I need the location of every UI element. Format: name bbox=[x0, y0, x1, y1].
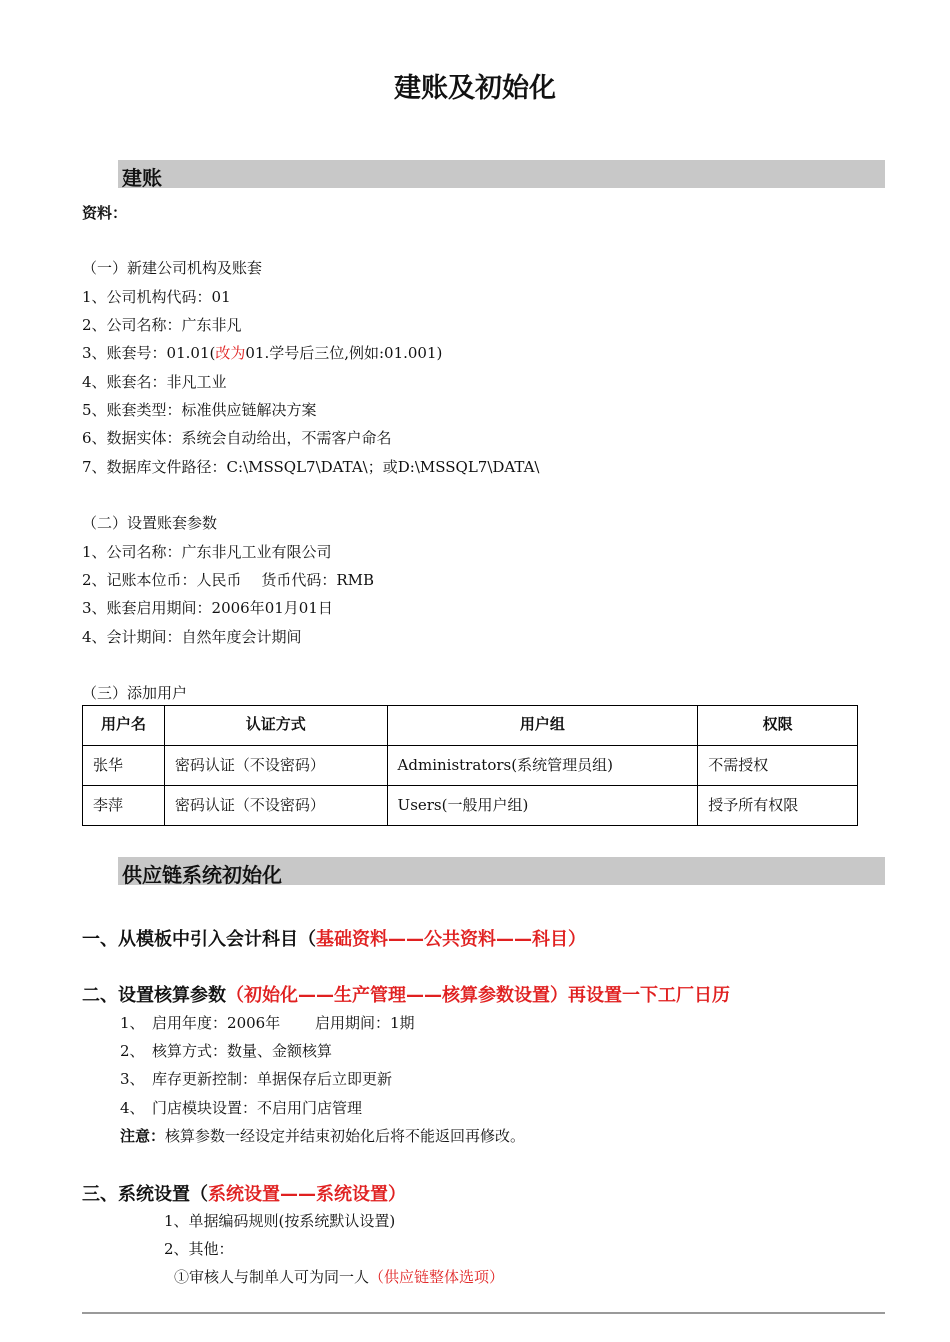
step-prefix: 二、设置核算参数 bbox=[82, 985, 226, 1006]
column-header: 用户组 bbox=[387, 706, 698, 746]
list-item: 1、单据编码规则(按系统默认设置) bbox=[164, 1212, 396, 1230]
list-item: 7、数据库文件路径：C:\MSSQL7\DATA\；或D:\MSSQL7\DATA\ bbox=[82, 458, 540, 476]
list-item: 2、记账本位币：人民币 货币代码：RMB bbox=[82, 571, 374, 589]
column-header: 用户名 bbox=[83, 706, 165, 746]
step-menu-path: 系统设置——系统设置） bbox=[208, 1184, 406, 1205]
item-suffix: 01.学号后三位,例如:01.001) bbox=[245, 344, 443, 362]
table-row bbox=[83, 746, 858, 786]
table-cell: 授予所有权限 bbox=[698, 786, 858, 826]
section-heading: 供应链系统初始化 bbox=[122, 863, 282, 887]
sub-item-text: ①审核人与制单人可为同一人 bbox=[174, 1268, 370, 1286]
data-label: 资料： bbox=[82, 204, 128, 222]
table-cell: 张华 bbox=[83, 746, 165, 786]
step-heading-2 bbox=[82, 981, 730, 1007]
sub-item bbox=[174, 1266, 504, 1287]
step-prefix: 三、系统设置（ bbox=[82, 1184, 208, 1205]
list-item: 1、 启用年度：2006年 启用期间：1期 bbox=[120, 1014, 415, 1032]
table-cell: Administrators(系统管理员组) bbox=[387, 746, 698, 786]
section-heading: 建账 bbox=[122, 166, 162, 190]
list-item: 5、账套类型：标准供应链解决方案 bbox=[82, 401, 317, 419]
table-row bbox=[83, 786, 858, 826]
section-band-setup bbox=[118, 160, 885, 188]
table-header-row bbox=[83, 706, 858, 746]
note-label: 注意： bbox=[120, 1127, 166, 1145]
section-band-supply-chain bbox=[118, 857, 885, 885]
list-item: 3、账套启用期间：2006年01月01日 bbox=[82, 599, 333, 617]
column-header: 权限 bbox=[698, 706, 858, 746]
step-prefix: 一、从模板中引入会计科目（ bbox=[82, 929, 316, 950]
table-cell: 密码认证（不设密码） bbox=[164, 786, 387, 826]
list-item: 6、数据实体：系统会自动给出，不需客户命名 bbox=[82, 429, 392, 447]
list-item: 2、其他： bbox=[164, 1240, 234, 1258]
item-red-note: 改为 bbox=[215, 344, 246, 362]
list-item: 2、 核算方式：数量、金额核算 bbox=[120, 1042, 333, 1060]
users-table bbox=[82, 705, 858, 826]
list-item: 2、公司名称：广东非凡 bbox=[82, 316, 242, 334]
bottom-divider bbox=[82, 1312, 885, 1314]
part-heading: （二）设置账套参数 bbox=[82, 514, 218, 532]
step-heading-3 bbox=[82, 1180, 406, 1206]
list-item: 1、公司名称：广东非凡工业有限公司 bbox=[82, 543, 332, 561]
sub-item-red-note: （供应链整体选项） bbox=[369, 1268, 505, 1286]
list-item: 3、 库存更新控制：单据保存后立即更新 bbox=[120, 1070, 393, 1088]
list-item: 4、 门店模块设置：不启用门店管理 bbox=[120, 1099, 363, 1117]
step-menu-path: （初始化——生产管理——核算参数设置）再设置一下工厂日历 bbox=[226, 985, 730, 1006]
step-heading-1 bbox=[82, 925, 586, 951]
part-heading: （三）添加用户 bbox=[82, 684, 188, 702]
list-item: 1、公司机构代码：01 bbox=[82, 288, 231, 306]
table-cell: 密码认证（不设密码） bbox=[164, 746, 387, 786]
table-cell: Users(一般用户组) bbox=[387, 786, 698, 826]
list-item-account-number bbox=[82, 342, 442, 363]
note bbox=[120, 1125, 525, 1146]
part-heading: （一）新建公司机构及账套 bbox=[82, 259, 263, 277]
table-cell: 不需授权 bbox=[698, 746, 858, 786]
note-text: 核算参数一经设定并结束初始化后将不能返回再修改。 bbox=[165, 1127, 526, 1145]
column-header: 认证方式 bbox=[164, 706, 387, 746]
list-item: 4、账套名：非凡工业 bbox=[82, 373, 227, 391]
list-item: 4、会计期间：自然年度会计期间 bbox=[82, 628, 302, 646]
step-menu-path: 基础资料——公共资料——科目） bbox=[316, 929, 586, 950]
page-title: 建账及初始化 bbox=[394, 73, 556, 104]
item-prefix: 3、账套号：01.01( bbox=[82, 344, 216, 362]
table-cell: 李萍 bbox=[83, 786, 165, 826]
